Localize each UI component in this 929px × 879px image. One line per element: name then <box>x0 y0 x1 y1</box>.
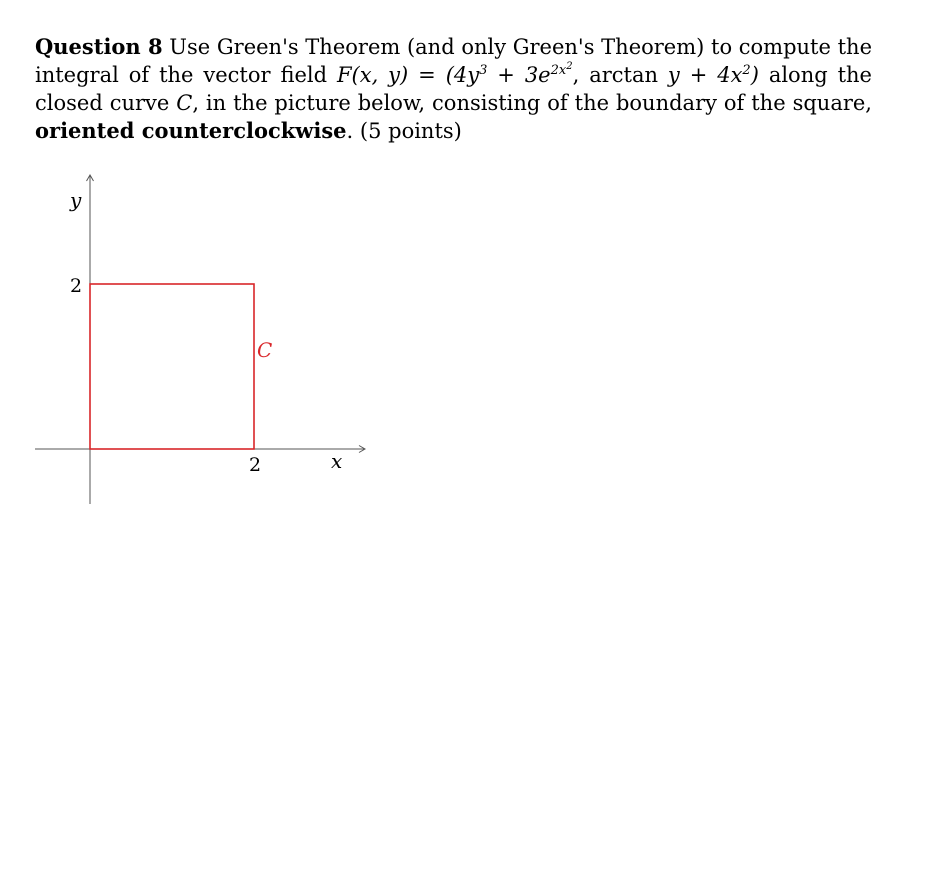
x-axis-label: x <box>331 449 343 473</box>
field-component-1: ($4y^3 + 3e^{2x^2}$ <box>445 61 573 87</box>
field-name: F(x, y) <box>336 63 409 87</box>
y-tick-2: 2 <box>70 275 83 297</box>
equals-sign: = <box>408 63 446 87</box>
curve-c-square <box>90 284 254 449</box>
orientation-emphasis: oriented counterclockwise <box>35 118 347 143</box>
points-value: . (5 points) <box>346 119 462 143</box>
arctan-function: arctan <box>589 63 658 87</box>
question-rest: , in the picture below, consisting of the boundary of the square, <box>192 91 872 115</box>
question-number: Question 8 <box>35 34 163 59</box>
question-intro: Use Green's Theorem (and only Green's Theorem) to compute the integral of the vector field <box>35 35 872 87</box>
field-component-2: $y + 4x^2$) <box>658 63 759 87</box>
curve-symbol: C <box>176 91 193 115</box>
x-tick-2: 2 <box>249 454 262 476</box>
y-axis-label: y <box>70 188 82 212</box>
question-middle: along the closed curve <box>35 63 872 115</box>
curve-label: C <box>257 338 273 362</box>
field-comma: , <box>572 63 590 87</box>
